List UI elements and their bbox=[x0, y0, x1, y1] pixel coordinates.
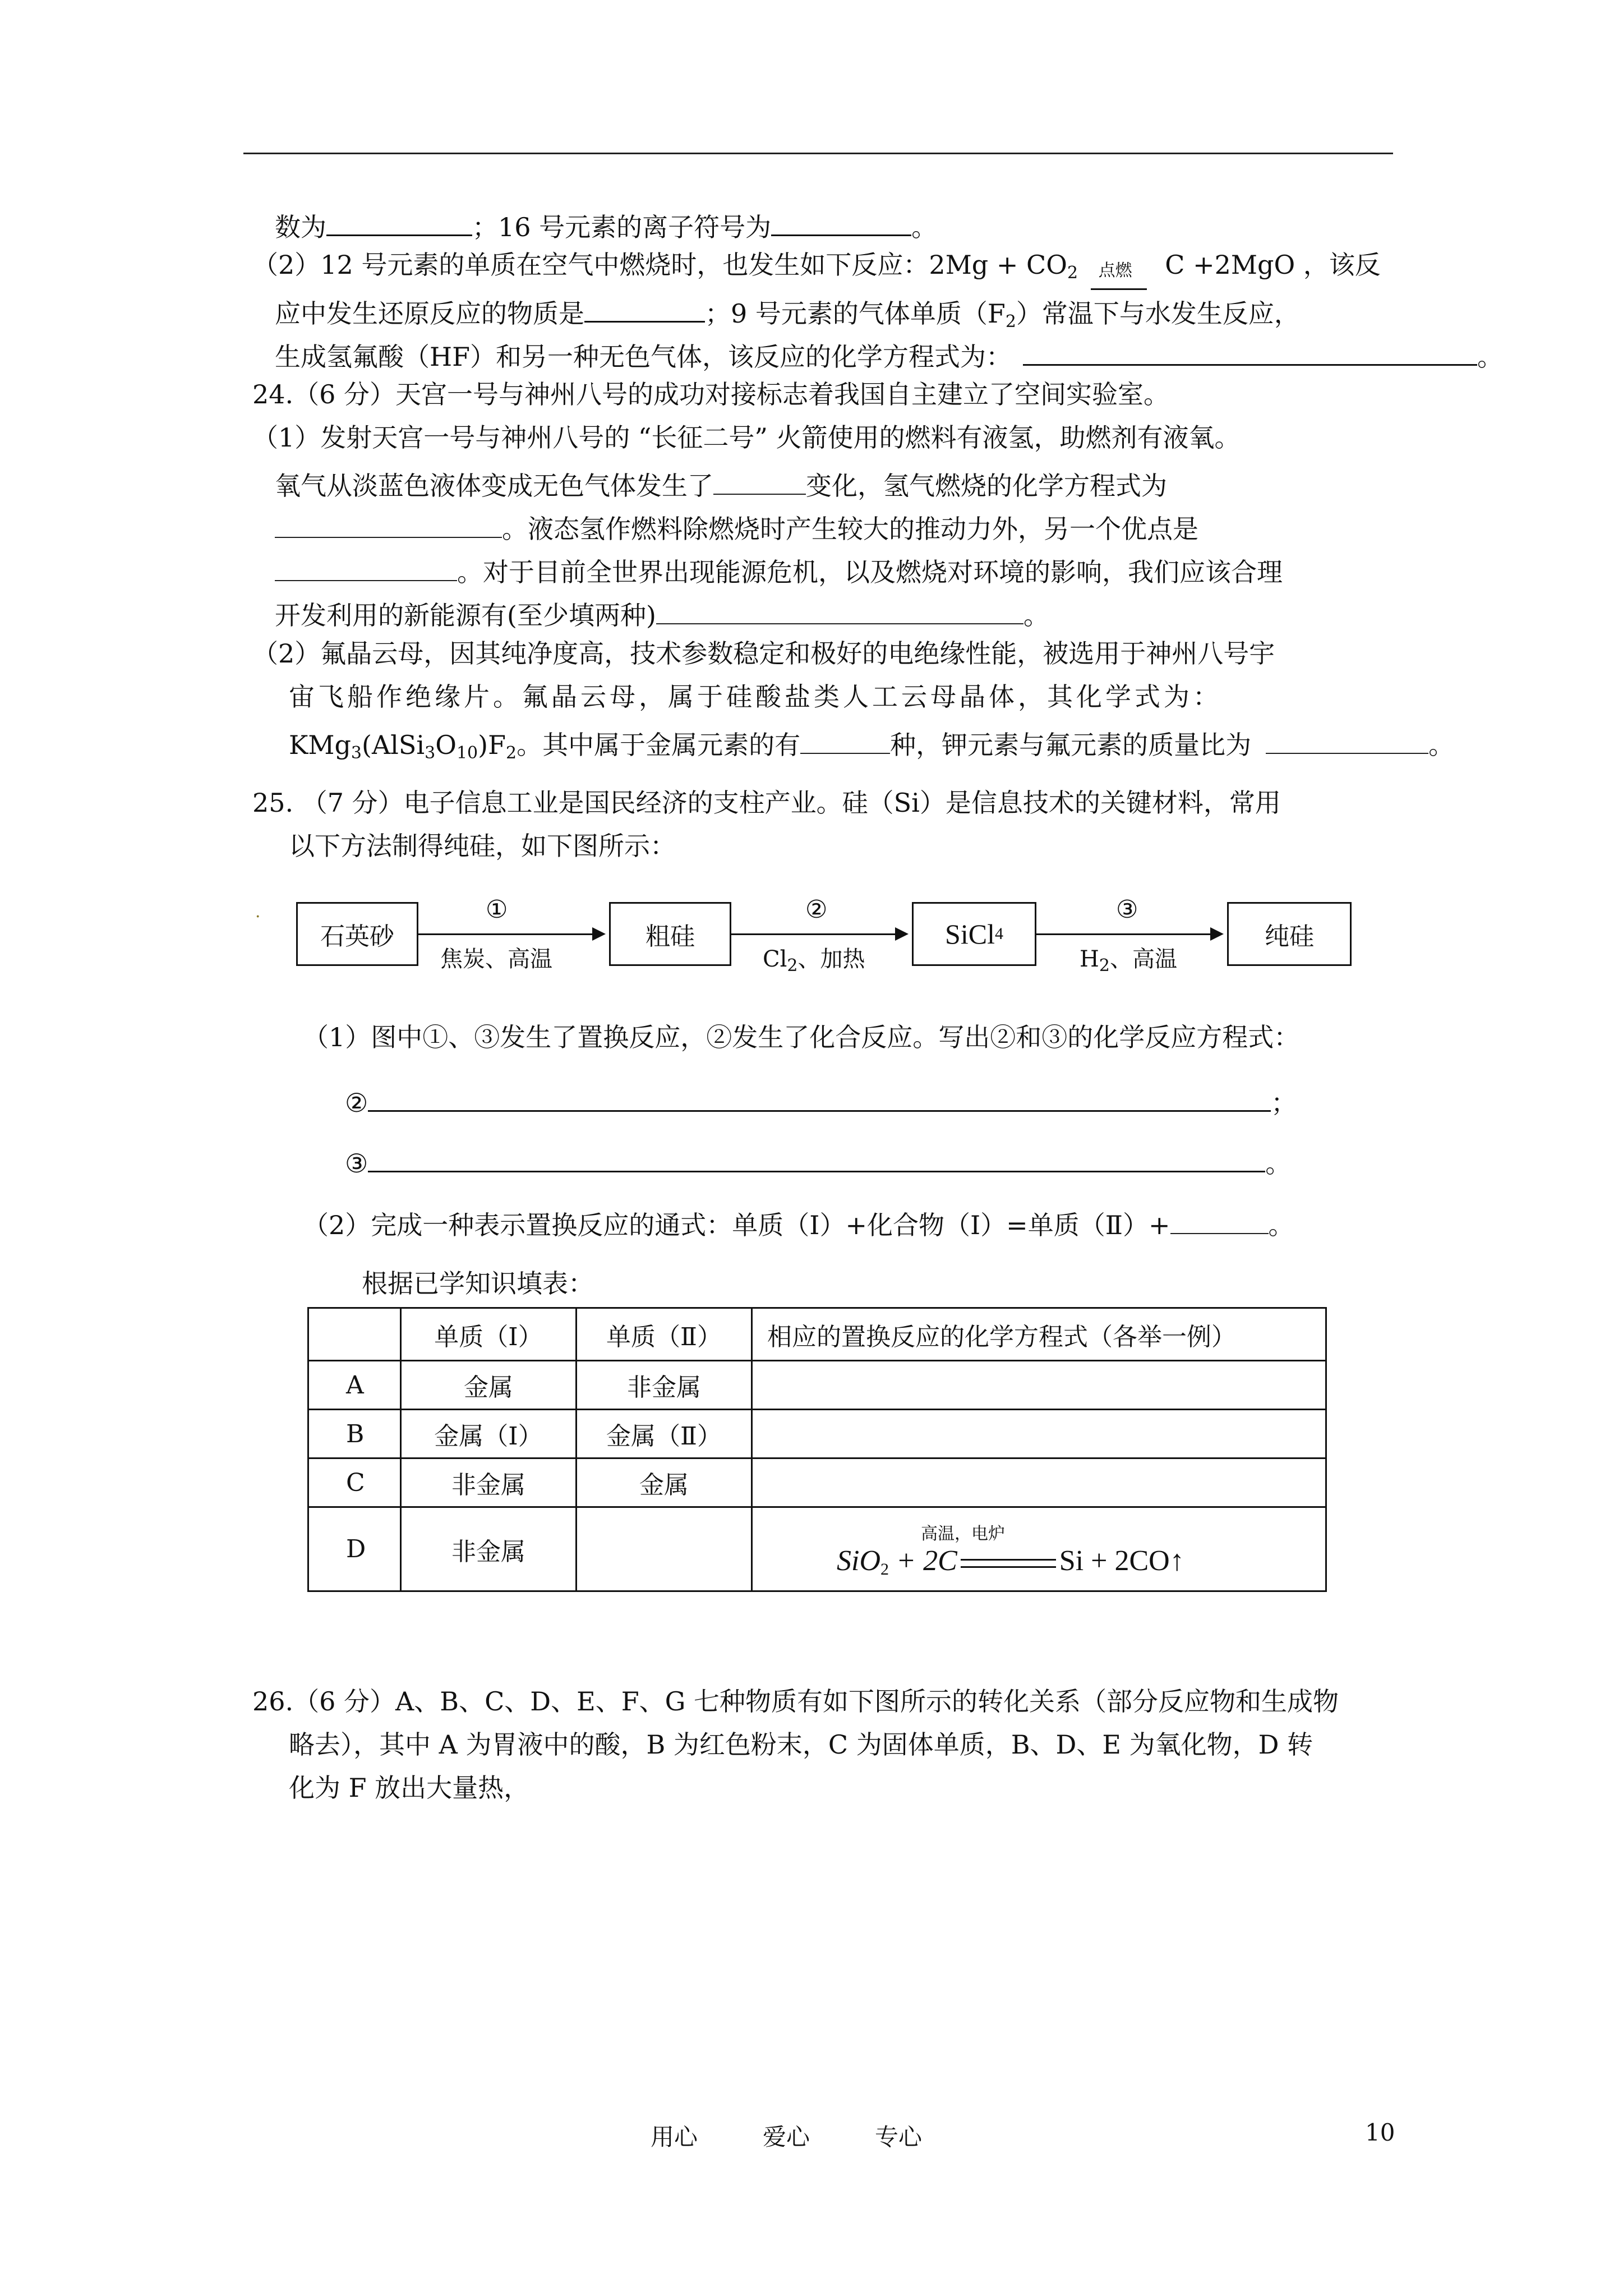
example-equation: 高温，电炉 SiO$_2$ + 2C Si + 2CO↑ bbox=[837, 1524, 1184, 1579]
table-cell: 非金属 bbox=[577, 1361, 752, 1410]
page-number: 10 bbox=[1365, 2119, 1395, 2146]
table-row bbox=[308, 1361, 1326, 1410]
table-header-cell: 单质（Ⅰ） bbox=[401, 1308, 577, 1361]
equation-line-3: ③ 。 bbox=[345, 1145, 1291, 1176]
question-24: 24.（6 分）天宫一号与神州八号的成功对接标志着我国自主建立了空间实验室。 bbox=[252, 379, 1170, 409]
text-line: 。对于目前全世界出现能源危机，以及燃烧对环境的影响，我们应该合理 bbox=[275, 554, 1283, 585]
text-line: 。液态氢作燃料除燃烧时产生较大的推动力外，另一个优点是 bbox=[275, 511, 1198, 542]
step-number-1: ① bbox=[486, 895, 508, 924]
reaction-table bbox=[307, 1307, 1327, 1592]
table-row bbox=[308, 1458, 1326, 1507]
answer-blank[interactable] bbox=[368, 1145, 1265, 1172]
answer-cell[interactable] bbox=[752, 1361, 1326, 1410]
answer-blank[interactable] bbox=[656, 597, 1023, 624]
text-line: 略去），其中 A 为胃液中的酸，B 为红色粉末，C 为固体单质，B、D、E 为氧化物，D 转 bbox=[289, 1729, 1313, 1760]
step-number-3: ③ bbox=[1116, 895, 1138, 924]
text-line: （1）发射天宫一号与神州八号的 “长征二号” 火箭使用的燃料有液氢，助燃剂有液氧。 bbox=[252, 422, 1241, 453]
footer-text-right: 专心 bbox=[875, 2123, 923, 2151]
row-label: D bbox=[308, 1507, 401, 1591]
text-line: （1）图中①、③发生了置换反应，②发生了化合反应。写出②和③的化学反应方程式： bbox=[303, 1022, 1300, 1052]
answer-cell[interactable] bbox=[752, 1458, 1326, 1507]
answer-blank[interactable] bbox=[275, 554, 457, 581]
text-line: 以下方法制得纯硅，如下图所示： bbox=[289, 831, 676, 861]
text-line: （2）完成一种表示置换反应的通式：单质（Ⅰ）+化合物（Ⅰ）=单质（Ⅱ）+ 。 bbox=[303, 1207, 1294, 1238]
footer-text-left: 用心 bbox=[651, 2123, 698, 2151]
table-cell: 非金属 bbox=[401, 1458, 577, 1507]
answer-blank[interactable] bbox=[800, 727, 890, 754]
step-condition-3: $H_2$、高温 bbox=[1080, 946, 1177, 976]
step-condition-1: 焦炭、高温 bbox=[440, 946, 552, 972]
answer-blank[interactable] bbox=[584, 295, 705, 323]
text-line: $KMg_3(AlSi_3O_{10})F_2$。其中属于金属元素的有 种，钾元素与氟元素的质量比为 。 bbox=[289, 727, 1454, 762]
flow-box-quartz-sand: 石英砂 bbox=[296, 902, 418, 966]
flow-arrow-3 bbox=[1036, 933, 1221, 935]
answer-blank[interactable] bbox=[1266, 727, 1428, 754]
text-line: 宙飞船作绝缘片。氟晶云母，属于硅酸盐类人工云母晶体，其化学式为： bbox=[289, 682, 1222, 712]
text-line: 开发利用的新能源有(至少填两种) 。 bbox=[275, 597, 1049, 628]
question-25: 25. （7 分）电子信息工业是国民经济的支柱产业。硅（Si）是信息技术的关键材料，常用 bbox=[252, 788, 1281, 818]
table-cell: 金属（Ⅰ） bbox=[401, 1410, 577, 1458]
text-line: 应中发生还原反应的物质是 ；9 号元素的气体单质$(F_2)$常温下与水发生反应， bbox=[275, 295, 1300, 330]
flow-box-crude-silicon: 粗硅 bbox=[609, 902, 731, 966]
answer-blank[interactable] bbox=[275, 511, 502, 538]
equation-line-2: ② ； bbox=[345, 1084, 1297, 1116]
row-label: B bbox=[308, 1410, 401, 1458]
text-line: 数为 ；16 号元素的离子符号为 。 bbox=[275, 209, 937, 240]
answer-blank[interactable] bbox=[368, 1084, 1271, 1112]
footer-text-mid: 爱心 bbox=[763, 2123, 810, 2151]
text-line: （2）氟晶云母，因其纯净度高，技术参数稳定和极好的电绝缘性能，被选用于神州八号宇 bbox=[252, 638, 1275, 669]
equation-cell bbox=[752, 1507, 1326, 1591]
table-header-row bbox=[308, 1308, 1326, 1361]
answer-blank[interactable] bbox=[1023, 338, 1477, 366]
table-cell: 金属（Ⅱ） bbox=[577, 1410, 752, 1458]
text-line: 化为 F 放出大量热， bbox=[289, 1773, 530, 1803]
table-header-cell bbox=[308, 1308, 401, 1361]
flow-box-pure-silicon: 纯硅 bbox=[1227, 902, 1352, 966]
table-cell[interactable] bbox=[577, 1507, 752, 1591]
answer-cell[interactable] bbox=[752, 1410, 1326, 1458]
table-cell: 金属 bbox=[577, 1458, 752, 1507]
answer-blank[interactable] bbox=[1170, 1207, 1269, 1234]
text-line: （2）12 号元素的单质在空气中燃烧时，也发生如下反应：$2Mg + CO_2$ 点燃 C +2MgO ，该反 bbox=[252, 252, 1381, 282]
text-line: 生成氢氟酸（HF）和另一种无色气体，该反应的化学方程式为： 。 bbox=[275, 338, 1503, 370]
table-header-cell: 相应的置换反应的化学方程式（各举一例） bbox=[752, 1308, 1326, 1361]
flow-arrow-1 bbox=[418, 933, 603, 935]
table-row bbox=[308, 1410, 1326, 1458]
row-label: A bbox=[308, 1361, 401, 1410]
flow-box-sicl4: SiCl 4 bbox=[912, 902, 1036, 966]
answer-blank[interactable] bbox=[771, 209, 911, 236]
step-condition-2: $Cl_2$、加热 bbox=[763, 946, 865, 976]
header-rule bbox=[243, 153, 1393, 154]
step-number-2: ② bbox=[805, 895, 828, 924]
row-label: C bbox=[308, 1458, 401, 1507]
flow-arrow-2 bbox=[731, 933, 906, 935]
answer-blank[interactable] bbox=[713, 468, 806, 495]
table-row bbox=[308, 1507, 1326, 1591]
question-26: 26.（6 分）A、B、C、D、E、F、G 七种物质有如下图所示的转化关系（部分反应物和生成物 bbox=[252, 1686, 1339, 1717]
table-intro: 根据已学知识填表： bbox=[362, 1268, 594, 1299]
answer-blank[interactable] bbox=[326, 209, 472, 236]
table-cell: 非金属 bbox=[401, 1507, 577, 1591]
stray-dot: · bbox=[255, 907, 261, 927]
table-cell: 金属 bbox=[401, 1361, 577, 1410]
text-line: 氧气从淡蓝色液体变成无色气体发生了 变化，氢气燃烧的化学方程式为 bbox=[275, 468, 1167, 499]
table-header-cell: 单质（Ⅱ） bbox=[577, 1308, 752, 1361]
